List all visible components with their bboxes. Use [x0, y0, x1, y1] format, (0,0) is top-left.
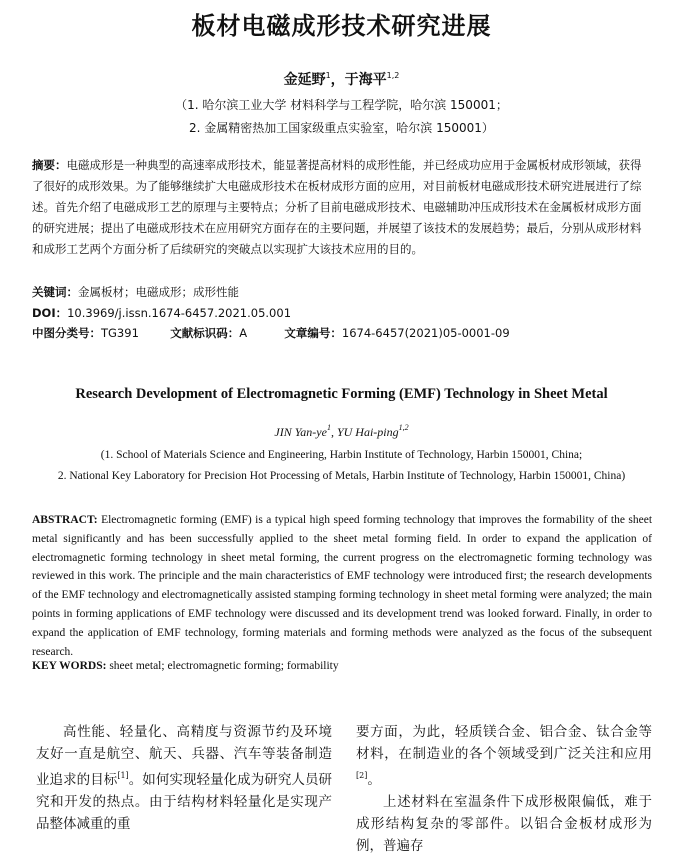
en-keywords [32, 660, 339, 672]
en-authors [0, 423, 683, 440]
doi-text: 10.3969/j.issn.1674-6457.2021.05.001 [67, 306, 292, 320]
en-author-1-sup: 1 [326, 423, 331, 432]
en-affiliation-1: (1. School of Materials Science and Engineering, Harbin Institute of Technology, Harbin 150001, China; [100, 449, 583, 461]
body-left-text-2: 。如何实现轻量化成为研究人员研究和开发的热点。由于结构材料轻量化是实现产品整体减重的重 [36, 772, 333, 832]
cn-author-1: 金延野 [283, 72, 326, 88]
cn-author-1-sup: 1 [325, 71, 331, 80]
en-abstract-label: ABSTRACT: [32, 514, 98, 526]
cn-abstract [32, 155, 652, 260]
cn-keywords-text: 金属板材；电磁成形；成形性能 [78, 285, 239, 299]
doi-line [32, 305, 291, 321]
cn-authors [0, 69, 683, 89]
cn-author-2-sup: 1,2 [386, 71, 400, 80]
cn-author-2: 于海平 [344, 72, 387, 88]
body-left-text-1: 高性能、轻量化、高精度与资源节约及环境友好一直是航空、航天、兵器、汽车等装备制造业追求的目标 [36, 724, 332, 788]
body-left-ref-1: [1] [117, 771, 129, 780]
article-number-value: 1674-6457(2021)05-0001-09 [341, 326, 510, 340]
cn-affiliation-1: （1. 哈尔滨工业大学 材料科学与工程学院，哈尔滨 150001； [175, 98, 508, 112]
cn-abstract-text: 电磁成形是一种典型的高速率成形技术，能显著提高材料的成形性能，并已经成功应用于金属板材成形领域，获得了很好的成形效果。为了能够继续扩大电磁成形技术在板材成形方面的应用，对目前板材电磁成形技术研究进展进行了综述。首先介绍了电磁成形工艺的原理与主要特点；分析了目前电磁成形技术、电磁辅助冲压成形技术在金属板材成形方面的研究进展；提出了电磁成形技术在应用研究方面存在的主要问题，并展望了该技术的发展趋势；最后，分别从成形材料和成形工艺两个方面分析了后续研究的突破点以实现扩大该技术应用的目的。 [32, 158, 642, 256]
body-right-ref-1: [2] [356, 771, 368, 780]
en-title: Research Development of Electromagnetic Forming (EMF) Technology in Sheet Metal [75, 386, 608, 402]
body-column-right [356, 721, 652, 857]
cn-keywords [32, 284, 239, 300]
clc-label: 中图分类号： [32, 326, 101, 340]
en-keywords-label: KEY WORDS: [32, 660, 107, 672]
en-abstract-text: Electromagnetic forming (EMF) is a typical high speed forming technology that improves the formability of the sheet metal significantly and has been successfully applied to the sheet metal forming field. In order to expand the application of electromagnetic forming technology in sheet metal forming, the current progress on the electromagnetic forming technology was reviewed in this work. The principle and the main characteristics of EMF technology were introduced first; the research developments of the EMF technology and electromagnetically assisted stamping forming technology in sheet metal forming were analyzed; the main points in forming applications of EMF technology were discussed and its development trend was looked forward. Finally, in order to expand the application of EMF technology, forming materials and forming methods were analyzed as the focus of the subsequent research. [32, 514, 653, 658]
body-right-text-1: 要方面，为此，轻质镁合金、铝合金、钛合金等材料，在制造业的各个领域受到广泛关注和应用 [356, 724, 652, 762]
en-author-2-sup: 1,2 [398, 423, 409, 432]
en-affiliation-2: 2. National Key Laboratory for Precision Hot Processing of Metals, Harbin Institute of Technology, Harbin 150001, China) [57, 470, 626, 482]
cn-abstract-label: 摘要： [32, 158, 67, 172]
en-keywords-text: sheet metal; electromagnetic forming; formability [109, 660, 339, 672]
body-right-text-2: 。 [367, 772, 381, 788]
en-abstract [32, 511, 652, 661]
body-right-text-3: 上述材料在室温条件下成形极限偏低，难于成形结构复杂的零部件。以铝合金板材成形为例，普遍存 [356, 794, 652, 854]
body-column-left [36, 721, 332, 835]
classification-line [32, 325, 510, 341]
article-number-label: 文章编号： [284, 326, 342, 340]
en-author-separator: , [330, 425, 337, 439]
cn-author-separator: ， [330, 72, 345, 88]
cn-affiliation-2: 2. 金属精密热加工国家级重点实验室，哈尔滨 150001） [189, 121, 494, 135]
cn-title: 板材电磁成形技术研究进展 [191, 12, 492, 40]
doi-label: DOI： [32, 306, 68, 320]
doc-code-label: 文献标识码： [170, 326, 240, 340]
doc-code-value: A [239, 326, 248, 340]
en-author-2: YU Hai-ping [336, 425, 399, 439]
en-author-1: JIN Yan-ye [274, 425, 327, 439]
clc-value: TG391 [101, 326, 139, 340]
cn-keywords-label: 关键词： [32, 285, 78, 299]
